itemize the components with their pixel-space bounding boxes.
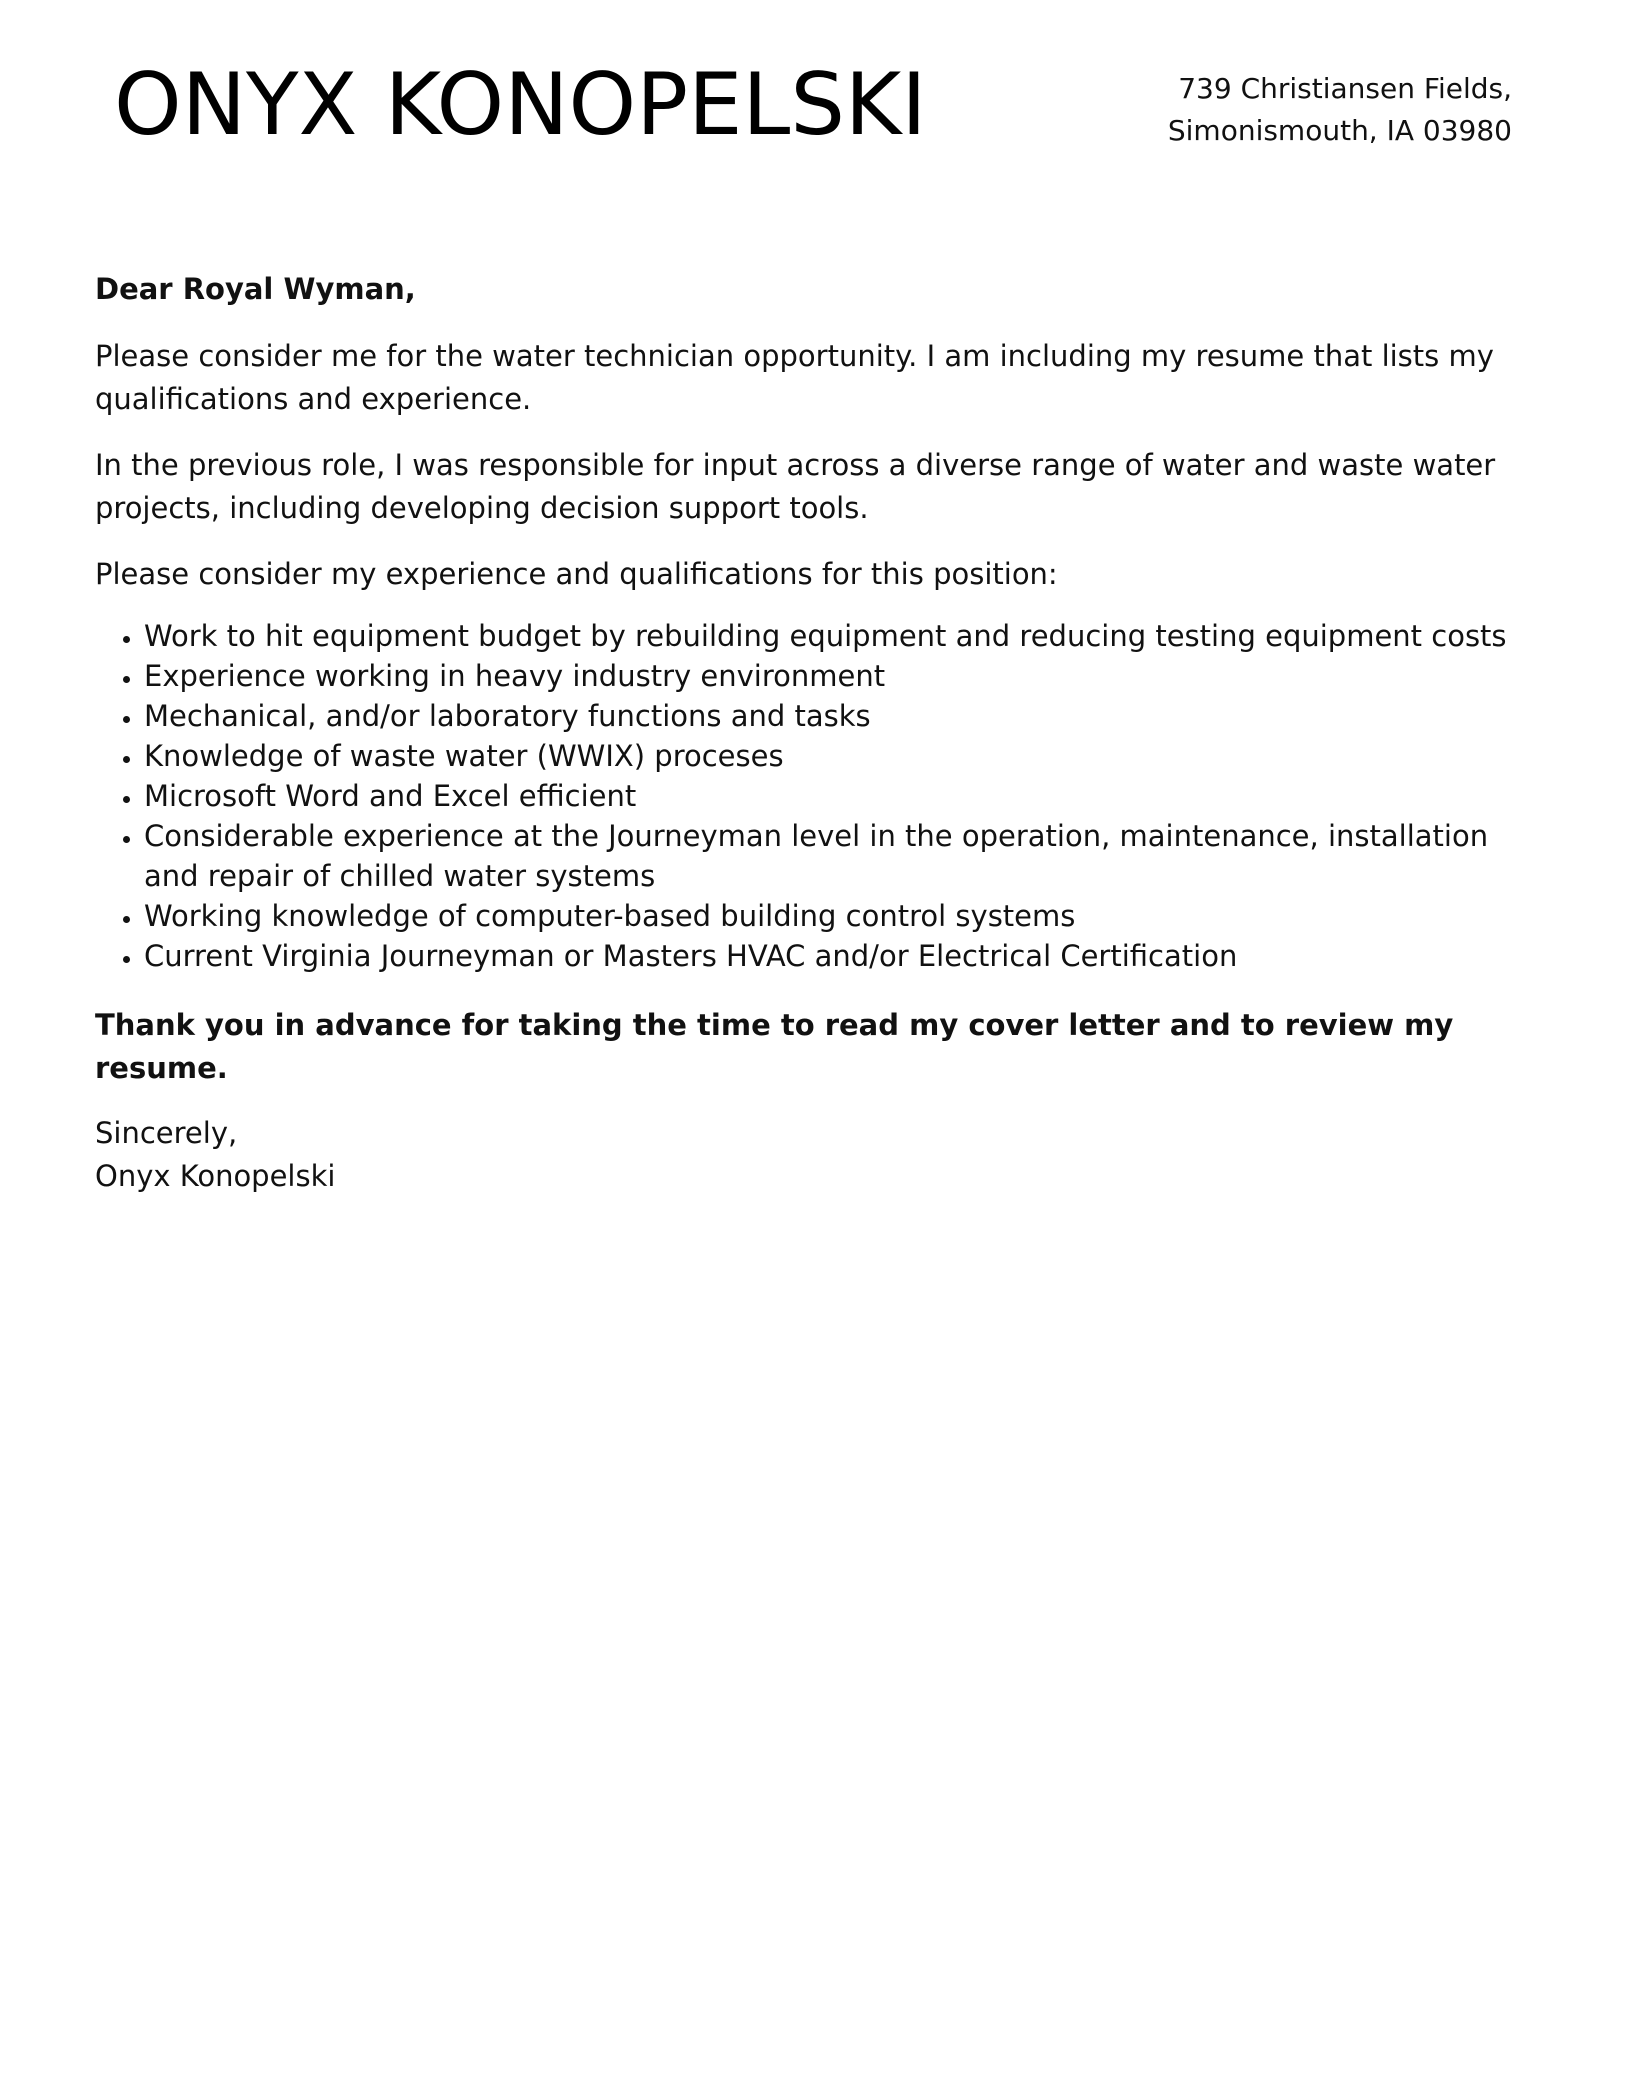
signoff-block xyxy=(95,1112,1535,1198)
paragraph-previous-role: In the previous role, I was responsible for input across a diverse range of water and waste water projects, including developing decision support tools. xyxy=(95,448,1496,525)
signature-name: Onyx Konopelski xyxy=(95,1159,336,1193)
letter-body xyxy=(95,268,1535,1198)
list-item: • Microsoft Word and Excel efficient xyxy=(144,776,1535,816)
list-item: • Knowledge of waste water (WWIX) proceses xyxy=(144,736,1535,776)
list-item: • Mechanical, and/or laboratory functions and tasks xyxy=(144,696,1535,736)
paragraph-intro: Please consider me for the water technician opportunity. I am including my resume that lists my qualifications and experience. xyxy=(95,339,1494,416)
salutation: Dear Royal Wyman, xyxy=(95,272,416,306)
address-line-2: Simonismouth, IA 03980 xyxy=(1167,114,1512,147)
applicant-name-heading: ONYX KONOPELSKI xyxy=(114,55,927,155)
signoff: Sincerely, xyxy=(95,1116,238,1150)
applicant-address xyxy=(1168,68,1512,152)
qualifications-list xyxy=(95,616,1535,976)
qualifications-intro: Please consider my experience and qualifications for this position: xyxy=(95,557,1058,591)
list-item: • Work to hit equipment budget by rebuilding equipment and reducing testing equipment costs xyxy=(144,616,1535,656)
address-line-1: 739 Christiansen Fields, xyxy=(1178,72,1512,105)
closing-statement: Thank you in advance for taking the time to read my cover letter and to review my resume. xyxy=(95,1008,1454,1085)
list-item: • Considerable experience at the Journeyman level in the operation, maintenance, installation and repair of chilled water systems xyxy=(144,816,1535,896)
list-item: • Working knowledge of computer-based building control systems xyxy=(144,896,1535,936)
list-item: • Experience working in heavy industry environment xyxy=(144,656,1535,696)
list-item: • Current Virginia Journeyman or Masters HVAC and/or Electrical Certification xyxy=(144,936,1535,976)
